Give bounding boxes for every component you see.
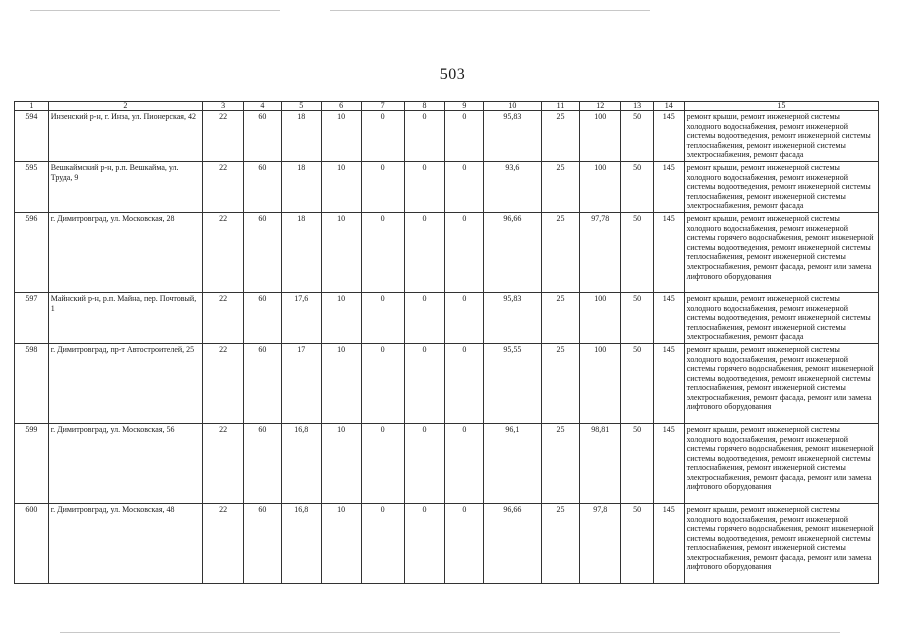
- cell-value: 0: [445, 212, 484, 292]
- cell-value: 97,78: [580, 212, 621, 292]
- cell-value: 96,66: [484, 212, 541, 292]
- column-header: 6: [321, 102, 361, 111]
- column-header: 11: [541, 102, 580, 111]
- cell-value: 0: [445, 161, 484, 212]
- cell-value: 50: [621, 292, 654, 343]
- cell-value: 96,1: [484, 423, 541, 503]
- scan-artifact-top: [30, 10, 280, 11]
- cell-value: 0: [404, 161, 445, 212]
- building-address: Вешкаймский р-н, р.п. Вешкайма, ул. Труда, 9: [48, 161, 202, 212]
- cell-value: 0: [361, 212, 404, 292]
- cell-value: 16,8: [281, 503, 321, 583]
- repair-registry-table: [14, 101, 879, 584]
- column-header: 7: [361, 102, 404, 111]
- cell-value: 60: [244, 343, 282, 423]
- cell-value: 22: [203, 161, 244, 212]
- header-row: [15, 102, 879, 111]
- cell-value: 95,83: [484, 111, 541, 162]
- cell-value: 25: [541, 212, 580, 292]
- column-header: 12: [580, 102, 621, 111]
- cell-value: 50: [621, 111, 654, 162]
- column-header: 14: [653, 102, 684, 111]
- building-address: Инзенский р-н, г. Инза, ул. Пионерская, 42: [48, 111, 202, 162]
- cell-value: 0: [361, 343, 404, 423]
- cell-value: 0: [404, 343, 445, 423]
- cell-value: 93,6: [484, 161, 541, 212]
- cell-value: 60: [244, 423, 282, 503]
- cell-value: 18: [281, 161, 321, 212]
- cell-value: 0: [361, 423, 404, 503]
- cell-value: 100: [580, 161, 621, 212]
- cell-value: 145: [653, 343, 684, 423]
- repair-works-list: ремонт крыши, ремонт инженерной системы холодного водоснабжения, ремонт инженерной системы водоотведения, ремонт инженерной системы теплоснабжения, ремонт инженерной системы электроснабжения, ремонт фасада: [684, 292, 878, 343]
- cell-value: 0: [445, 343, 484, 423]
- cell-value: 18: [281, 111, 321, 162]
- cell-value: 25: [541, 292, 580, 343]
- table-row: [15, 343, 879, 423]
- cell-value: 145: [653, 503, 684, 583]
- repair-works-list: ремонт крыши, ремонт инженерной системы холодного водоснабжения, ремонт инженерной системы горячего водоснабжения, ремонт инженерной системы водоотведения, ремонт инженерной системы теплоснабжения, ремонт инженерной системы электроснабжения, ремонт фасада, ремонт или замена лифтового оборудования: [684, 212, 878, 292]
- cell-value: 10: [321, 161, 361, 212]
- building-address: г. Димитровград, ул. Московская, 28: [48, 212, 202, 292]
- row-number: 600: [15, 503, 49, 583]
- cell-value: 17,6: [281, 292, 321, 343]
- cell-value: 0: [445, 111, 484, 162]
- column-header: 9: [445, 102, 484, 111]
- column-header: 13: [621, 102, 654, 111]
- cell-value: 95,83: [484, 292, 541, 343]
- table-row: [15, 111, 879, 162]
- cell-value: 10: [321, 343, 361, 423]
- cell-value: 60: [244, 212, 282, 292]
- cell-value: 10: [321, 111, 361, 162]
- column-header: 1: [15, 102, 49, 111]
- cell-value: 22: [203, 292, 244, 343]
- building-address: Майнский р-н, р.п. Майна, пер. Почтовый, 1: [48, 292, 202, 343]
- cell-value: 145: [653, 111, 684, 162]
- cell-value: 22: [203, 423, 244, 503]
- cell-value: 25: [541, 423, 580, 503]
- page-number: 503: [439, 66, 466, 83]
- column-header: 10: [484, 102, 541, 111]
- repair-works-list: ремонт крыши, ремонт инженерной системы холодного водоснабжения, ремонт инженерной системы горячего водоснабжения, ремонт инженерной системы водоотведения, ремонт инженерной системы теплоснабжения, ремонт инженерной системы электроснабжения, ремонт фасада, ремонт или замена лифтового оборудования: [684, 343, 878, 423]
- cell-value: 50: [621, 503, 654, 583]
- row-number: 597: [15, 292, 49, 343]
- cell-value: 100: [580, 343, 621, 423]
- repair-works-list: ремонт крыши, ремонт инженерной системы холодного водоснабжения, ремонт инженерной системы водоотведения, ремонт инженерной системы теплоснабжения, ремонт инженерной системы электроснабжения, ремонт фасада: [684, 161, 878, 212]
- table-row: [15, 292, 879, 343]
- table-row: [15, 423, 879, 503]
- building-address: г. Димитровград, пр-т Автостроителей, 25: [48, 343, 202, 423]
- cell-value: 22: [203, 212, 244, 292]
- scan-artifact-bottom: [60, 632, 840, 633]
- row-number: 594: [15, 111, 49, 162]
- cell-value: 145: [653, 292, 684, 343]
- cell-value: 50: [621, 343, 654, 423]
- cell-value: 98,81: [580, 423, 621, 503]
- column-header: 5: [281, 102, 321, 111]
- cell-value: 22: [203, 111, 244, 162]
- table-row: [15, 161, 879, 212]
- table-row: [15, 212, 879, 292]
- cell-value: 50: [621, 212, 654, 292]
- cell-value: 100: [580, 111, 621, 162]
- cell-value: 10: [321, 212, 361, 292]
- cell-value: 60: [244, 503, 282, 583]
- cell-value: 60: [244, 111, 282, 162]
- cell-value: 0: [404, 292, 445, 343]
- cell-value: 25: [541, 343, 580, 423]
- repair-works-list: ремонт крыши, ремонт инженерной системы холодного водоснабжения, ремонт инженерной системы горячего водоснабжения, ремонт инженерной системы водоотведения, ремонт инженерной системы теплоснабжения, ремонт инженерной системы электроснабжения, ремонт фасада, ремонт или замена лифтового оборудования: [684, 423, 878, 503]
- cell-value: 0: [361, 292, 404, 343]
- row-number: 598: [15, 343, 49, 423]
- cell-value: 0: [445, 423, 484, 503]
- column-header: 3: [203, 102, 244, 111]
- cell-value: 25: [541, 503, 580, 583]
- cell-value: 22: [203, 503, 244, 583]
- cell-value: 18: [281, 212, 321, 292]
- cell-value: 145: [653, 212, 684, 292]
- cell-value: 0: [404, 423, 445, 503]
- building-address: г. Димитровград, ул. Московская, 56: [48, 423, 202, 503]
- cell-value: 0: [361, 161, 404, 212]
- cell-value: 0: [404, 212, 445, 292]
- cell-value: 22: [203, 343, 244, 423]
- cell-value: 10: [321, 423, 361, 503]
- cell-value: 96,66: [484, 503, 541, 583]
- table-row: [15, 503, 879, 583]
- column-header: 2: [48, 102, 202, 111]
- column-header: 8: [404, 102, 445, 111]
- cell-value: 25: [541, 161, 580, 212]
- cell-value: 50: [621, 161, 654, 212]
- cell-value: 0: [361, 111, 404, 162]
- cell-value: 0: [445, 292, 484, 343]
- row-number: 596: [15, 212, 49, 292]
- cell-value: 60: [244, 161, 282, 212]
- cell-value: 0: [404, 111, 445, 162]
- cell-value: 50: [621, 423, 654, 503]
- cell-value: 145: [653, 423, 684, 503]
- cell-value: 10: [321, 292, 361, 343]
- row-number: 595: [15, 161, 49, 212]
- cell-value: 0: [445, 503, 484, 583]
- cell-value: 0: [404, 503, 445, 583]
- cell-value: 145: [653, 161, 684, 212]
- row-number: 599: [15, 423, 49, 503]
- building-address: г. Димитровград, ул. Московская, 48: [48, 503, 202, 583]
- column-header: 4: [244, 102, 282, 111]
- cell-value: 25: [541, 111, 580, 162]
- cell-value: 0: [361, 503, 404, 583]
- scan-artifact-top: [330, 10, 650, 11]
- cell-value: 100: [580, 292, 621, 343]
- repair-works-list: ремонт крыши, ремонт инженерной системы холодного водоснабжения, ремонт инженерной системы горячего водоснабжения, ремонт инженерной системы водоотведения, ремонт инженерной системы теплоснабжения, ремонт инженерной системы электроснабжения, ремонт фасада, ремонт или замена лифтового оборудования: [684, 503, 878, 583]
- cell-value: 60: [244, 292, 282, 343]
- cell-value: 95,55: [484, 343, 541, 423]
- cell-value: 17: [281, 343, 321, 423]
- column-header: 15: [684, 102, 878, 111]
- cell-value: 16,8: [281, 423, 321, 503]
- cell-value: 97,8: [580, 503, 621, 583]
- repair-works-list: ремонт крыши, ремонт инженерной системы холодного водоснабжения, ремонт инженерной системы водоотведения, ремонт инженерной системы теплоснабжения, ремонт инженерной системы электроснабжения, ремонт фасада: [684, 111, 878, 162]
- cell-value: 10: [321, 503, 361, 583]
